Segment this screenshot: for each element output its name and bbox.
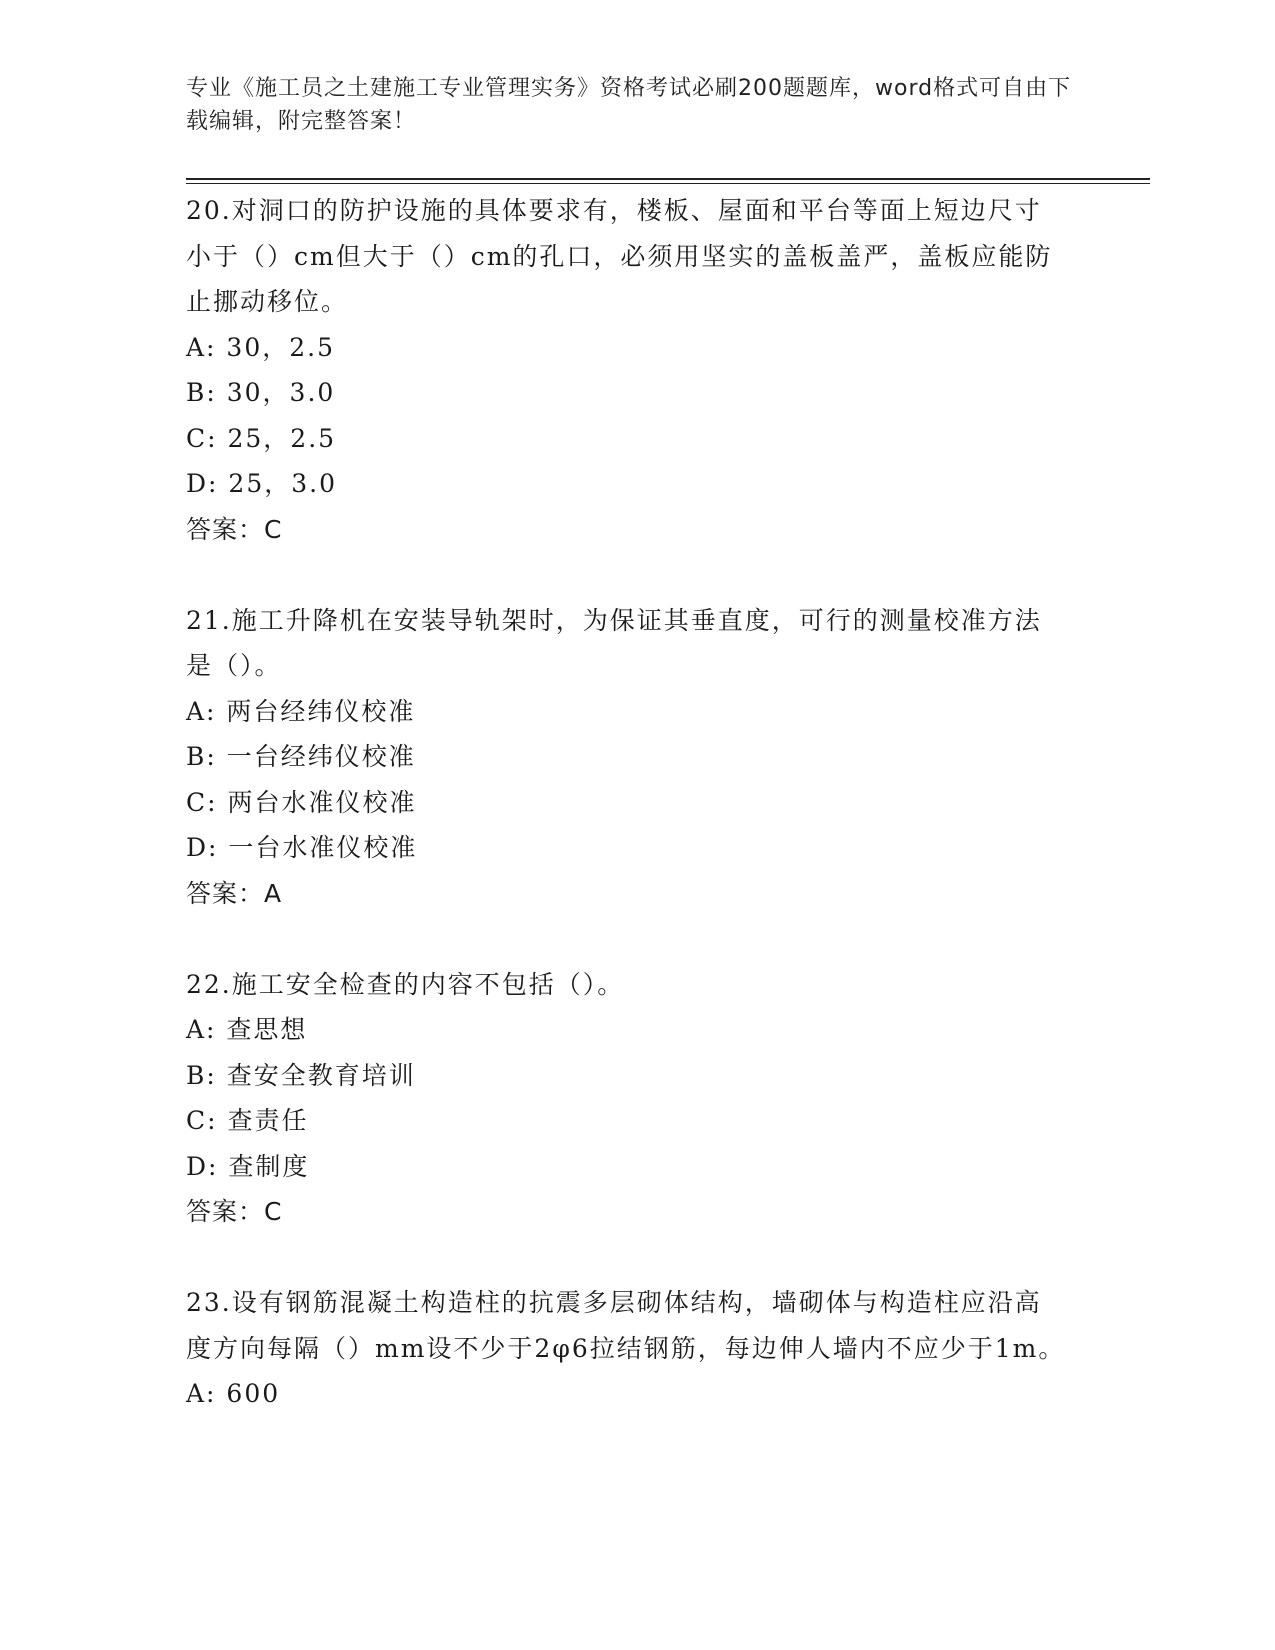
option-d: D: 25，3.0 — [186, 469, 337, 498]
question-22 — [186, 962, 1086, 1235]
document-header: 专业《施工员之土建施工专业管理实务》资格考试必刷200题题库，word格式可自由下载编辑，附完整答案！ — [186, 76, 1072, 134]
question-stem: 21.施工升降机在安装导轨架时，为保证其垂直度，可行的测量校准方法是（）。 — [186, 605, 1042, 680]
answer: 答案：A — [186, 878, 283, 908]
option-c: C: 查责任 — [186, 1106, 309, 1135]
option-a: A: 两台经纬仪校准 — [186, 696, 416, 726]
header-rule-thin — [186, 183, 1150, 184]
question-23 — [186, 1280, 1086, 1417]
option-c: C: 25，2.5 — [186, 423, 337, 453]
option-d: D: 查制度 — [186, 1151, 310, 1181]
question-stem: 20.对洞口的防护设施的具体要求有，楼板、屋面和平台等面上短边尺寸小于（）cm但大于（）cm的孔口，必须用坚实的盖板盖严，盖板应能防止挪动移位。 — [186, 196, 1053, 316]
option-b: B: 30，3.0 — [186, 378, 336, 407]
header-rule-thick — [186, 178, 1150, 180]
option-d: D: 一台水准仪校准 — [186, 833, 418, 862]
question-stem: 23.设有钢筋混凝土构造柱的抗震多层砌体结构，墙砌体与构造柱应沿高度方向每隔（）mm设不少于2φ6拉结钢筋，每边伸人墙内不应少于1m。 — [186, 1288, 1066, 1363]
question-20 — [186, 188, 1086, 552]
option-c: C: 两台水准仪校准 — [186, 787, 417, 817]
option-b: B: 一台经纬仪校准 — [186, 742, 416, 771]
question-stem: 22.施工安全检查的内容不包括（）。 — [186, 969, 625, 999]
option-b: B: 查安全教育培训 — [186, 1060, 416, 1090]
answer: 答案：C — [186, 514, 283, 544]
question-list — [186, 188, 1086, 1462]
question-21 — [186, 598, 1086, 917]
option-a: A: 查思想 — [186, 1015, 308, 1044]
option-a: A: 600 — [186, 1379, 281, 1408]
answer: 答案：C — [186, 1197, 283, 1226]
option-a: A: 30，2.5 — [186, 332, 335, 362]
